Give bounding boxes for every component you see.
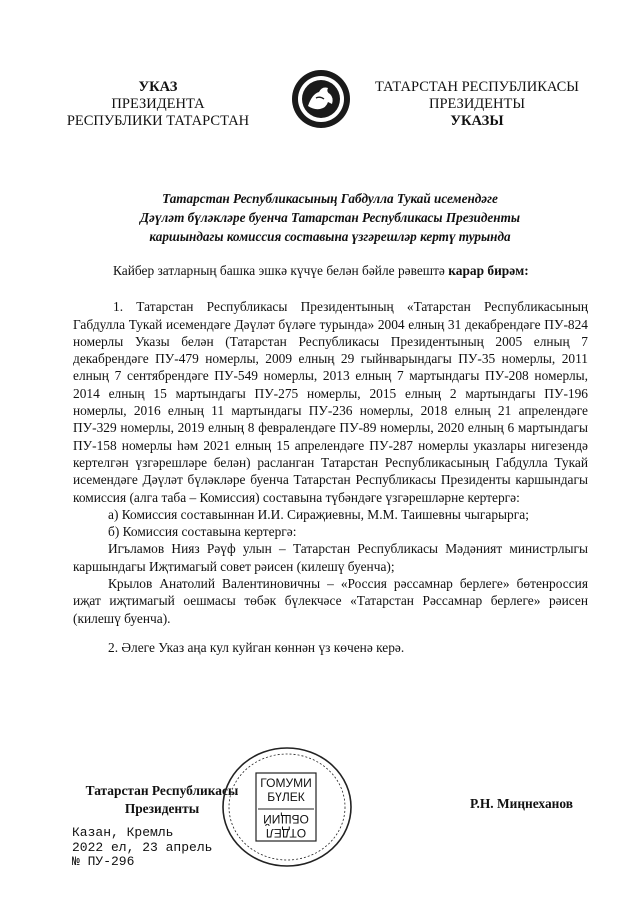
- header-left-line3: РЕСПУБЛИКИ ТАТАРСТАН: [66, 113, 250, 129]
- header-right-line2: ПРЕЗИДЕНТЫ: [428, 96, 526, 112]
- stamp-line3: ОТДЕЛ: [265, 826, 307, 840]
- member-2: Крылов Анатолий Валентиновичны – «Россия рәссамнар берлеге» бөтенроссия иҗат иҗтимагый оешмасы төбәк бүлекчәсе «Татарстан Рәссамнар берлеге» рәисен (килешү буенча).: [73, 576, 588, 626]
- header-right-line3: УКАЗЫ: [450, 113, 504, 129]
- signature-title-line2: Президенты: [124, 801, 200, 816]
- place-city: Казан, Кремль: [72, 825, 174, 840]
- intro-text: Кайбер затларның башка эшкә күчүе белән бәйле рәвештә: [113, 263, 449, 278]
- header-right-line1: ТАТАРСТАН РЕСПУБЛИКАСЫ: [375, 79, 579, 95]
- header-right: [364, 79, 590, 130]
- item-2: 2. Әлеге Указ аңа кул куйган көннән үз көченә керә.: [108, 639, 405, 655]
- place-date-block: [72, 826, 212, 870]
- stamp-line2: БҮЛЕК: [267, 790, 305, 804]
- coat-of-arms-emblem: [286, 68, 356, 130]
- signature-title-line1: Татарстан Республикасы: [85, 783, 239, 798]
- decree-title: [60, 189, 600, 246]
- intro-bold: карар бирәм:: [448, 263, 529, 278]
- signature-name: Р.Н. Миңнеханов: [470, 796, 573, 811]
- item-b: б) Комиссия составына кертергә:: [108, 524, 297, 540]
- place-date: 2022 ел, 23 апрель: [72, 839, 213, 855]
- official-stamp: [220, 745, 355, 870]
- item-1: 1. Татарстан Республикасы Президентының «Татарстан Республикасының Габдулла Тукай исемендәге Дәүләт бүләге турында» 2004 елның 31 декабрендәге ПУ-824 номерлы Указы белән (Татарстан Республикасы Президентының 2005 елның 7 декабрендәге ПУ-479 номерлы, 2009 елның 29 гыйнварындагы ПУ-35 номерлы, 2011 елның 7 сентябрендәге ПУ-549 номерлы, 2013 елның 7 мартындагы ПУ-208 номерлы, 2014 елның 15 мартындагы ПУ-275 номерлы, 2015 елның 2 мартындагы ПУ-196 номерлы, 2016 елның 11 мартындагы ПУ-236 номерлы, 2018 елның 21 апрелендәге ПУ-329 номерлы, 2019 елның 8 февралендәге ПУ-89 номерлы, 2020 елның 6 мартындагы ПУ-158 номерлы һәм 2021 елның 15 апрелендәге ПУ-287 номерлы указлары нигезендә кертелгән үзгәрешләре белән) расланган Татарстан Республикасының Габдулла Тукай исемендәге Дәүләт бүләкләре буенча Татарстан Республикасы Президенты каршындагы комиссия (алга таба – Комиссия) составына түбәндәге үзгәрешләрне кертергә:: [73, 299, 588, 505]
- decree-body: [73, 262, 588, 656]
- title-line: Дәүләт бүләкләре буенча Татарстан Республикасы Президенты: [140, 210, 520, 225]
- header-left-line1: УКАЗ: [138, 79, 178, 95]
- intro-paragraph: [73, 262, 588, 279]
- title-line: Татарстан Республикасының Габдулла Тукай исемендәге: [162, 191, 498, 206]
- header-left: [58, 79, 258, 130]
- stamp-line1: ГОМУМИ: [260, 776, 312, 790]
- item-a: а) Комиссия составыннан И.И. Сираҗиевны, М.М. Таишевны чыгарырга;: [108, 506, 529, 522]
- decree-number: № ПУ-296: [72, 854, 135, 869]
- member-1: Игъламов Нияз Рәүф улын – Татарстан Республикасы Мәдәният министрлыгы каршындагы Иҗтимагый совет рәисен (килешү буенча);: [73, 541, 588, 574]
- title-line: каршындагы комиссия составына үзгәрешләр кертү турында: [149, 229, 511, 244]
- header-left-line2: ПРЕЗИДЕНТА: [111, 96, 205, 112]
- stamp-line4: ОБЩИЙ: [263, 812, 309, 826]
